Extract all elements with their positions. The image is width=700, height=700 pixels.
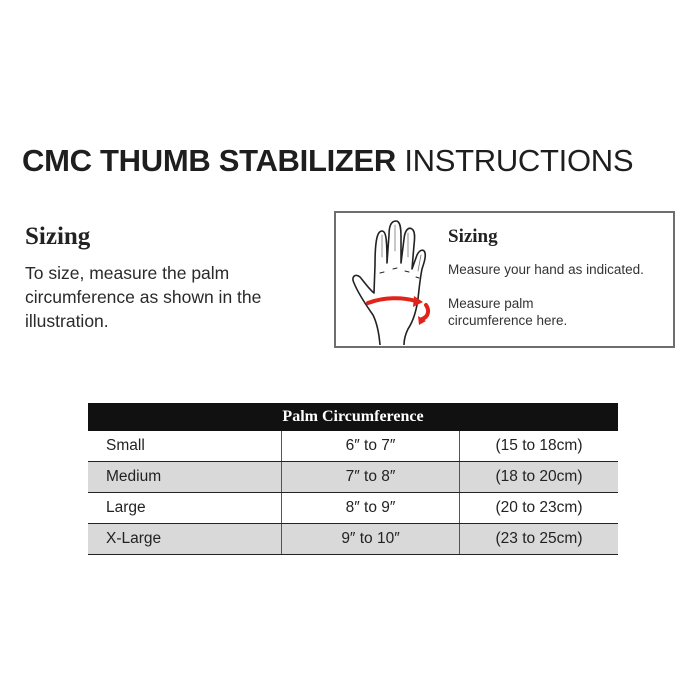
size-name: Large: [88, 493, 282, 524]
sizing-callout: [334, 211, 675, 348]
table-header-row: [88, 403, 618, 431]
table-row: [88, 524, 618, 555]
callout-heading: Sizing: [448, 226, 498, 247]
size-chart-table: [88, 403, 618, 555]
table-row: [88, 431, 618, 462]
size-inches: 8″ to 9″: [282, 493, 460, 524]
size-name: Small: [88, 431, 282, 462]
table-row: [88, 462, 618, 493]
size-inches: 9″ to 10″: [282, 524, 460, 555]
size-cm: (20 to 23cm): [460, 493, 619, 524]
callout-measure-note: Measure palm circumference here.: [448, 296, 568, 328]
sizing-text: To size, measure the palm circumference as shown in the illustration.: [25, 263, 262, 331]
size-name: X-Large: [88, 524, 282, 555]
hand-measure-icon: [344, 217, 448, 345]
size-cm: (18 to 20cm): [460, 462, 619, 493]
page-title: [22, 143, 682, 179]
size-cm: (15 to 18cm): [460, 431, 619, 462]
table-row: [88, 493, 618, 524]
size-cm: (23 to 25cm): [460, 524, 619, 555]
size-inches: 6″ to 7″: [282, 431, 460, 462]
title-instructions: INSTRUCTIONS: [404, 143, 634, 178]
title-product: CMC THUMB STABILIZER: [22, 143, 396, 178]
callout-instruction: Measure your hand as indicated.: [448, 262, 644, 277]
size-inches: 7″ to 8″: [282, 462, 460, 493]
table-header: Palm Circumference: [88, 403, 618, 431]
sizing-heading: Sizing: [25, 223, 91, 250]
size-name: Medium: [88, 462, 282, 493]
